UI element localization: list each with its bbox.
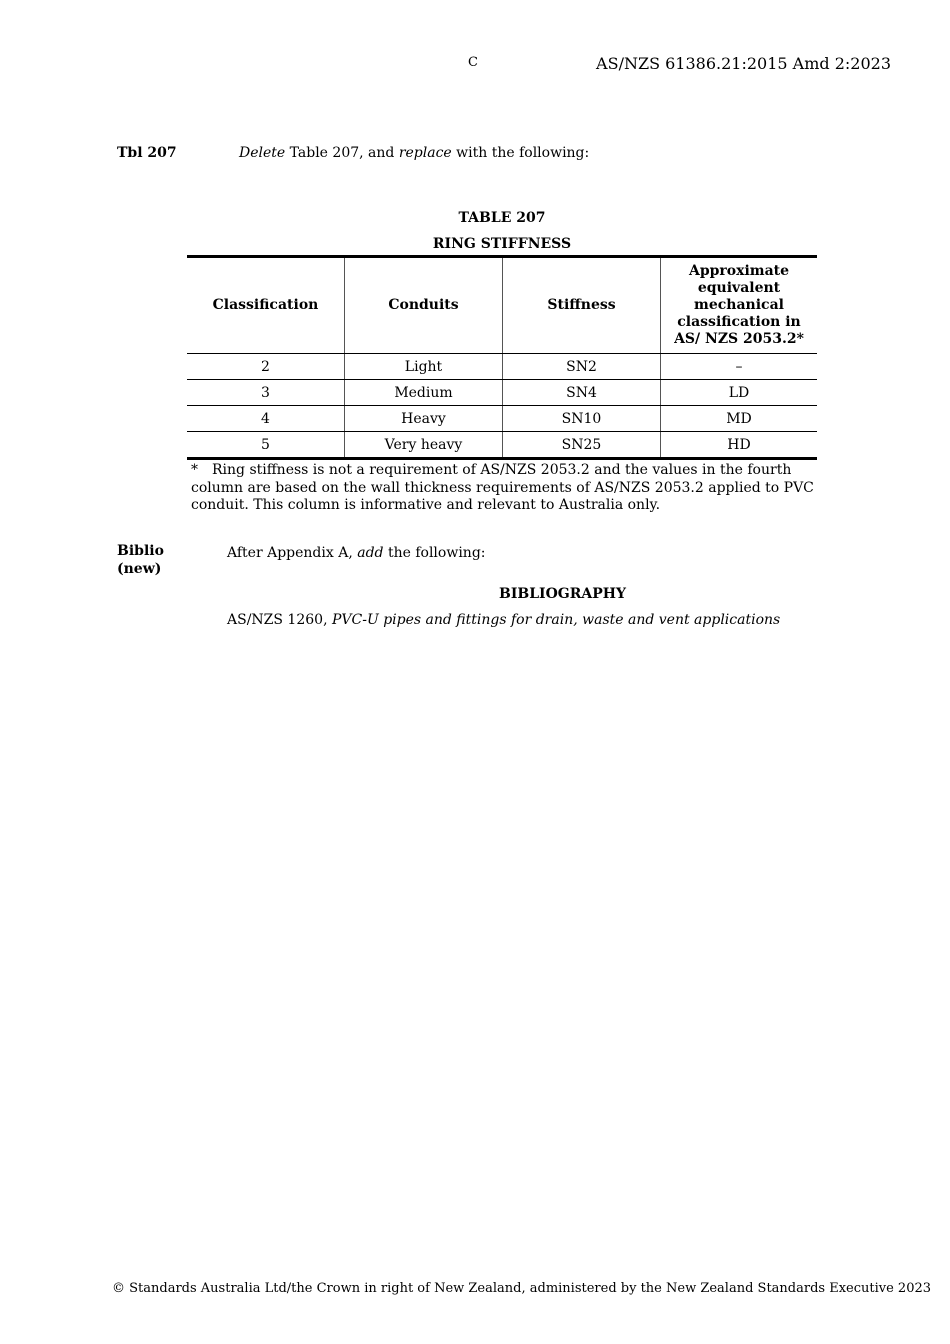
table-row bbox=[187, 380, 817, 406]
standard-identifier: AS/NZS 61386.21:2015 Amd 2:2023 bbox=[596, 54, 891, 73]
footnote-mark: * bbox=[191, 462, 198, 478]
table-cell: Heavy bbox=[345, 406, 503, 432]
amendment-label-tbl: Tbl 207 bbox=[117, 145, 177, 161]
instruction-verb-replace: replace bbox=[398, 145, 452, 161]
table-cell: 4 bbox=[187, 406, 345, 432]
table-cell: Light bbox=[345, 354, 503, 380]
header-center-mark: C bbox=[468, 55, 478, 70]
column-header: Approximate equivalent mechanical classification in AS/ NZS 2053.2* bbox=[661, 257, 818, 354]
instruction-verb-delete: Delete bbox=[239, 145, 286, 161]
amendment-label-biblio: Biblio bbox=[117, 543, 164, 559]
table-row bbox=[187, 432, 817, 459]
table-cell: HD bbox=[661, 432, 818, 459]
table-cell: LD bbox=[661, 380, 818, 406]
instruction-text-end: with the following: bbox=[451, 145, 590, 161]
table-cell: MD bbox=[661, 406, 818, 432]
table-cell: SN4 bbox=[503, 380, 661, 406]
amendment-label-new: (new) bbox=[117, 561, 162, 577]
copyright-footer: © Standards Australia Ltd/the Crown in right of New Zealand, administered by the New Zealand Standards Executive 2023 bbox=[112, 1281, 932, 1296]
footnote-text: Ring stiffness is not a requirement of AS/NZS 2053.2 and the values in the fourth column are based on the wall thickness requirements of AS/NZS 2053.2 applied to PVC conduit. This column is informative and relevant to Australia only. bbox=[191, 462, 814, 513]
table-row bbox=[187, 406, 817, 432]
instruction-verb-add: add bbox=[357, 545, 384, 561]
column-header: Classification bbox=[187, 257, 345, 354]
bibliography-entry bbox=[227, 612, 780, 628]
table-row bbox=[187, 354, 817, 380]
bibliography-title: BIBLIOGRAPHY bbox=[499, 586, 627, 602]
bibliography-ref-title: PVC-U pipes and fittings for drain, waste and vent applications bbox=[331, 612, 781, 628]
table-header-row bbox=[187, 257, 817, 354]
table-cell: – bbox=[661, 354, 818, 380]
table-cell: 3 bbox=[187, 380, 345, 406]
table-cell: SN10 bbox=[503, 406, 661, 432]
table-number: TABLE 207 bbox=[458, 210, 546, 226]
column-header: Stiffness bbox=[503, 257, 661, 354]
instruction-text-end: the following: bbox=[383, 545, 486, 561]
table-cell: SN25 bbox=[503, 432, 661, 459]
table-cell: Very heavy bbox=[345, 432, 503, 459]
column-header: Conduits bbox=[345, 257, 503, 354]
bibliography-ref: AS/NZS 1260, bbox=[227, 612, 332, 628]
amendment-instruction-tbl bbox=[239, 145, 589, 161]
table-cell: Medium bbox=[345, 380, 503, 406]
instruction-text: After Appendix A, bbox=[227, 545, 358, 561]
table-footnote bbox=[191, 462, 821, 515]
table-title: RING STIFFNESS bbox=[432, 236, 572, 252]
amendment-instruction-biblio bbox=[227, 545, 486, 561]
table-cell: SN2 bbox=[503, 354, 661, 380]
ring-stiffness-table bbox=[187, 255, 817, 460]
table-cell: 2 bbox=[187, 354, 345, 380]
instruction-text: Table 207, and bbox=[285, 145, 399, 161]
table-cell: 5 bbox=[261, 436, 270, 453]
